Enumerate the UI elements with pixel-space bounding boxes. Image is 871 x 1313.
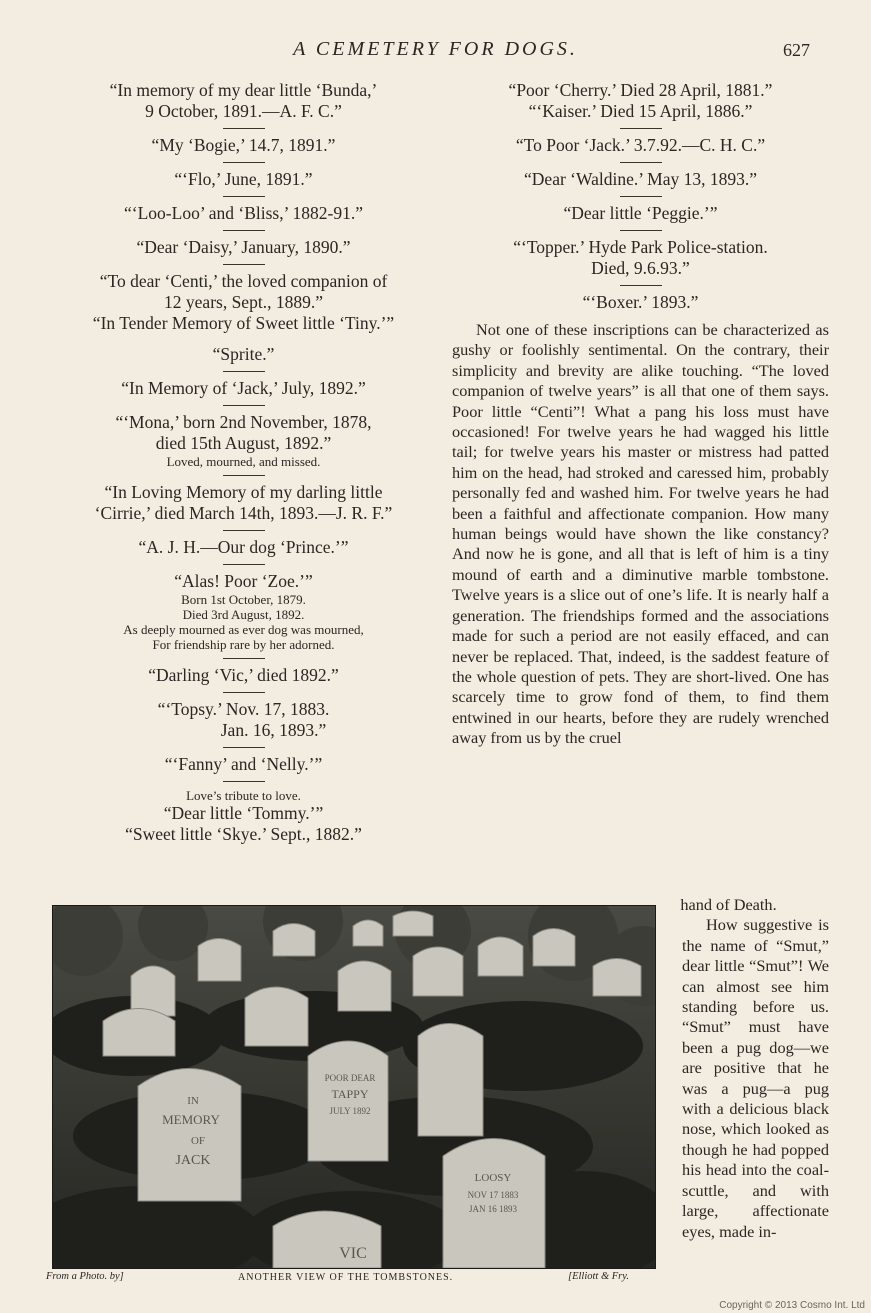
photo-credit-left: From a Photo. by] (46, 1271, 124, 1282)
left-column-inscriptions (46, 80, 441, 845)
divider-rule (223, 692, 265, 693)
copyright-watermark: Copyright © 2013 Cosmo Int. Ltd (719, 1300, 865, 1311)
inscription-zoe: “Alas! Poor ‘Zoe.’” Born 1st October, 1879. Died 3rd August, 1892. As deeply mourned as ever dog was mourned, For friendship rare by her adorned. (123, 571, 364, 652)
inscription-topsy: “‘Topsy.’ Nov. 17, 1883. Jan. 16, 1893.” (157, 699, 330, 740)
photo-caption: ANOTHER VIEW OF THE TOMBSTONES. (238, 1272, 454, 1283)
right-column (452, 80, 829, 749)
divider-rule (223, 564, 265, 565)
page-header-title: A CEMETERY FOR DOGS. (293, 38, 578, 60)
inscription-peggie: “Dear little ‘Peggie.’” (563, 203, 718, 223)
divider-rule (620, 162, 662, 163)
divider-rule (223, 658, 265, 659)
divider-rule (223, 475, 265, 476)
inscription-bogie: “My ‘Bogie,’ 14.7, 1891.” (151, 135, 336, 155)
stone-text-tappy: TAPPY (331, 1087, 369, 1101)
divider-rule (223, 128, 265, 129)
divider-rule (223, 781, 265, 782)
divider-rule (223, 371, 265, 372)
inscription-waldine: “Dear ‘Waldine.’ May 13, 1893.” (524, 169, 757, 189)
inscription-prince: “A. J. H.—Our dog ‘Prince.’” (138, 537, 349, 557)
divider-rule (223, 162, 265, 163)
inscription-daisy: “Dear ‘Daisy,’ January, 1890.” (136, 237, 351, 257)
divider-rule (223, 747, 265, 748)
divider-rule (620, 128, 662, 129)
inscription-tommy-skye: Love’s tribute to love. “Dear little ‘Tommy.’” “Sweet little ‘Skye.’ Sept., 1882.” (125, 788, 362, 844)
stone-text-loosy: LOOSY (474, 1172, 512, 1184)
stone-text-memory: MEMORY (162, 1112, 220, 1127)
stone-text-july-1892: JULY 1892 (329, 1106, 371, 1116)
divider-rule (223, 264, 265, 265)
stone-text-in: IN (187, 1095, 199, 1107)
inscription-vic: “Darling ‘Vic,’ died 1892.” (148, 665, 339, 685)
body-paragraph-centi: Not one of these inscriptions can be characterized as gushy or foolishly sentimental. On the contrary, their simplicity and brevity are alike touching. “The loved companion of twelve years” is all that one of them says. Poor little “Centi”! What a pang his loss must have occasioned! For twelve years he had wagged his little tail; for twelve years his master or mistress had patted him on the head, had stroked and caressed him, probably personally fed and washed him. For twelve years he had been a faithful and affectionate companion. How many human beings would have shown the like constancy? And now he is gone, and all that is left of him is a tiny mound of earth and a diminutive marble tombstone. Twelve years is a slice out of one’s life. It is nearly half a generation. The friendships formed and the associations made for such a period are not easily effaced, and can never be replaced. That, indeed, is the saddest feature of the whole question of pets. They are short-lived. One has scarcely time to grow fond of them, to find them entwined in our hearts, before they are rudely wrenched away from us by the cruel (452, 320, 829, 748)
stone-text-nov: NOV 17 1883 (467, 1190, 519, 1200)
stone-text-jan: JAN 16 1893 (468, 1204, 518, 1214)
inscription-cirrie: “In Loving Memory of my darling little ‘Cirrie,’ died March 14th, 1893.—J. R. F.” (94, 482, 393, 523)
inscription-cherry-kaiser: “Poor ‘Cherry.’ Died 28 April, 1881.” “‘Kaiser.’ Died 15 April, 1886.” (508, 80, 773, 121)
body-paragraph-smut: hand of Death. How suggestive is the name of “Smut,” dear little “Smut”! We can almost see him standing before us. “Smut” must have been a pug dog—we are positive that he was a pug—a pug with a delicious black nose, which looked as though he had popped his head into the coal-scuttle, and with large, affectionate eyes, made in- (682, 895, 829, 1242)
page-number: 627 (783, 40, 810, 60)
inscription-sprite: “Sprite.” (212, 344, 275, 364)
divider-rule (223, 530, 265, 531)
inscription-bunda: “In memory of my dear little ‘Bunda,’ 9 October, 1891.—A. F. C.” (109, 80, 378, 121)
inscription-centi-tiny: “To dear ‘Centi,’ the loved companion of 12 years, Sept., 1889.” “In Tender Memory of Sweet little ‘Tiny.’” (92, 271, 395, 333)
divider-rule (223, 405, 265, 406)
inscription-topper: “‘Topper.’ Hyde Park Police-station. Died, 9.6.93.” (513, 237, 768, 278)
paragraph-end-line: hand of Death. (680, 895, 777, 914)
divider-rule (620, 285, 662, 286)
inscription-mona: “‘Mona,’ born 2nd November, 1878, died 15th August, 1892.” Loved, mourned, and missed. (115, 412, 372, 469)
stone-text-vic: VIC (339, 1245, 367, 1262)
divider-rule (620, 196, 662, 197)
photo-credit-right: [Elliott & Fry. (568, 1271, 629, 1282)
inscription-jack-chc: “To Poor ‘Jack.’ 3.7.92.—C. H. C.” (515, 135, 766, 155)
inscription-loo-loo-bliss: “‘Loo-Loo’ and ‘Bliss,’ 1882-91.” (124, 203, 363, 223)
divider-rule (620, 230, 662, 231)
tombstones-photo (52, 905, 656, 1269)
inscription-jack-1892: “In Memory of ‘Jack,’ July, 1892.” (121, 378, 366, 398)
divider-rule (223, 196, 265, 197)
divider-rule (223, 230, 265, 231)
stone-text-jack: JACK (175, 1153, 211, 1168)
stone-text-of: OF (190, 1135, 206, 1147)
inscription-boxer: “‘Boxer.’ 1893.” (582, 292, 699, 312)
inscription-fanny-nelly: “‘Fanny’ and ‘Nelly.’” (164, 754, 323, 774)
stone-text-poor-dear: POOR DEAR (324, 1073, 376, 1083)
inscription-flo: “‘Flo,’ June, 1891.” (174, 169, 313, 189)
